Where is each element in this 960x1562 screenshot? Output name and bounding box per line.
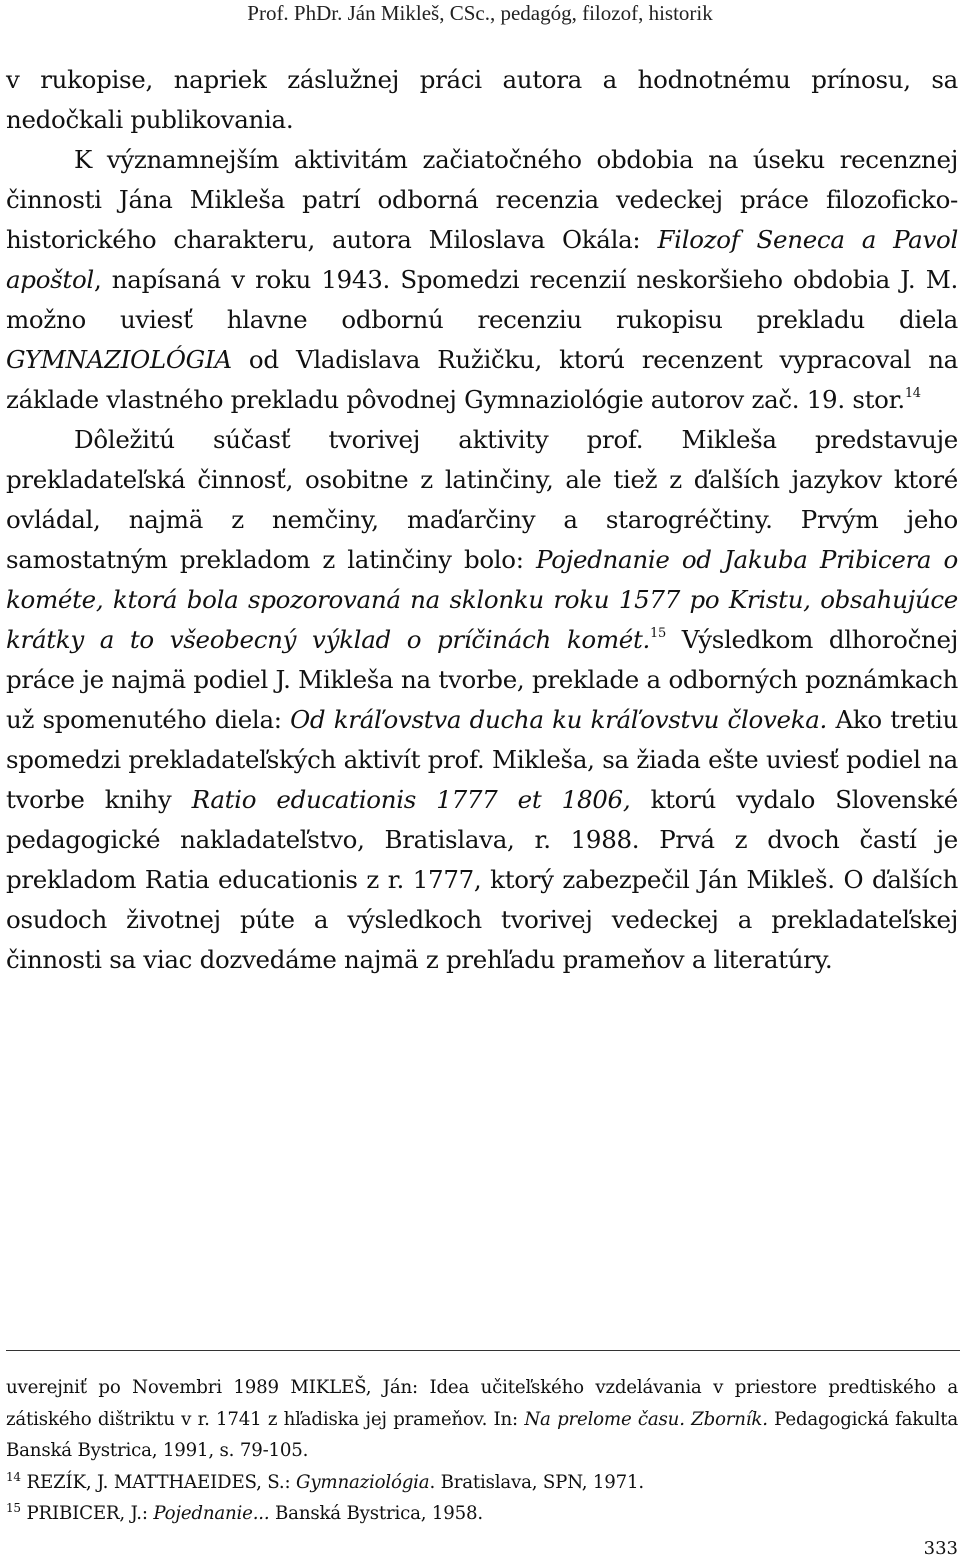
footnote-15-number: 15 (6, 1501, 21, 1515)
footnote-14-title: Gymnaziológia (296, 1471, 430, 1493)
footnote-15-title: Pojednanie... (153, 1503, 270, 1524)
paragraph-2 (6, 140, 958, 420)
paragraph-3-text-d: Výsledkom dlhoročnej práce je najmä podiel J. Mikleša na tvorbe, preklade a odborných poznámkach už spomenutého diela: (6, 625, 958, 734)
footnote-ref-15: 15 (650, 626, 666, 641)
footnote-continued-title: Na prelome času. Zborník. (524, 1408, 768, 1430)
footnote-14-number: 14 (6, 1469, 21, 1484)
footnote-ref-14: 14 (904, 386, 921, 401)
paragraph-1: v rukopise, napriek záslužnej práci autora a hodnotnému prínosu, sa nedočkali publikovania. (6, 65, 958, 134)
work-title-gymnaziologia: GYMNAZIOLÓGIA (6, 345, 232, 374)
paragraph-2-text-a: K významnejším aktivitám začiatočného obdobia na úseku recenznej činnosti Jána Mikleša patrí odborná recenzia vedeckej práce filozoficko-historického charakteru, autora Miloslava Okála: (6, 145, 958, 254)
book-title-ratio-educationis: Ratio educationis 1777 et 1806, (191, 785, 631, 814)
paragraph-2-text-c: , napísaná v roku 1943. Spomedzi recenzií neskoršieho obdobia J. M. možno uviesť hlavne odbornú recenziu rukopisu prekladu diela (6, 265, 958, 334)
footnote-14-text-c: . Bratislava, SPN, 1971. (429, 1471, 644, 1493)
body-text (6, 60, 958, 980)
footnote-separator (6, 1350, 960, 1351)
footnote-15-text-c: Banská Bystrica, 1958. (269, 1503, 483, 1524)
footnote-14 (6, 1467, 958, 1499)
paragraph-3-text-a: Dôležitú súčasť tvorivej aktivity prof. Mikleša predstavuje prekladateľská činnosť, osobitne z latinčiny, ale tiež z ďalších jazykov ktoré ovládal, najmä z nemčiny, maďarčiny a starogréčtiny. Prvým jeho samostatným prekladom z latinčiny bolo: (6, 425, 958, 574)
book-title-seneca: Filozof Seneca a Pavol apoštol (6, 225, 959, 294)
footnote-14-text-a: REZÍK, J. MATTHAEIDES, S.: (20, 1471, 296, 1493)
paragraph-3-text-f: Ako tretiu spomedzi prekladateľských aktivít prof. Mikleša, sa žiada ešte uviesť podiel na tvorbe knihy (6, 705, 958, 814)
translation-title-pojednanie: Pojednanie od Jakuba Pribicera o kométe, ktorá bola spozorovaná na sklonku roku 1577 po Kristu, obsahujúce krátky a to všeobecný výklad o príčinách komét. (6, 545, 958, 654)
footnote-15-text-a: PRIBICER, J.: (20, 1503, 154, 1524)
page-number: 333 (923, 1538, 958, 1559)
footnote-continued (6, 1372, 958, 1467)
work-title-kralovstvo: Od kráľovstva ducha ku kráľovstvu človeka. (290, 705, 828, 734)
footnote-continued-text-c: Pedagogická fakulta Banská Bystrica, 1991, s. 79-105. (6, 1408, 958, 1461)
paragraph-3 (6, 420, 958, 980)
paragraph-3-text-h: ktorú vydalo Slovenské pedagogické nakladateľstvo, Bratislava, r. 1988. Prvá z dvoch častí je prekladom Ratia educationis z r. 1777, ktorý zabezpečil Ján Mikleš. O ďalších osudoch životnej púte a výsledkoch tvorivej vedeckej a prekladateľskej činnosti sa viac dozvedáme najmä z prehľadu prameňov a literatúry. (6, 785, 958, 974)
running-head: Prof. PhDr. Ján Mikleš, CSc., pedagóg, filozof, historik (247, 1, 713, 25)
footnote-continued-text-a: uverejniť po Novembri 1989 MIKLEŠ, Ján: Idea učiteľského vzdelávania v priestore predtiského a zátiského dištriktu v r. 1741 z hľadiska jej prameňov. In: (6, 1377, 958, 1430)
footnote-15 (6, 1498, 958, 1530)
footnotes (6, 1372, 958, 1530)
paragraph-2-text-e: od Vladislava Ružičku, ktorú recenzent vypracoval na základe vlastného prekladu pôvodnej Gymnaziológie autorov zač. 19. stor. (6, 345, 958, 414)
